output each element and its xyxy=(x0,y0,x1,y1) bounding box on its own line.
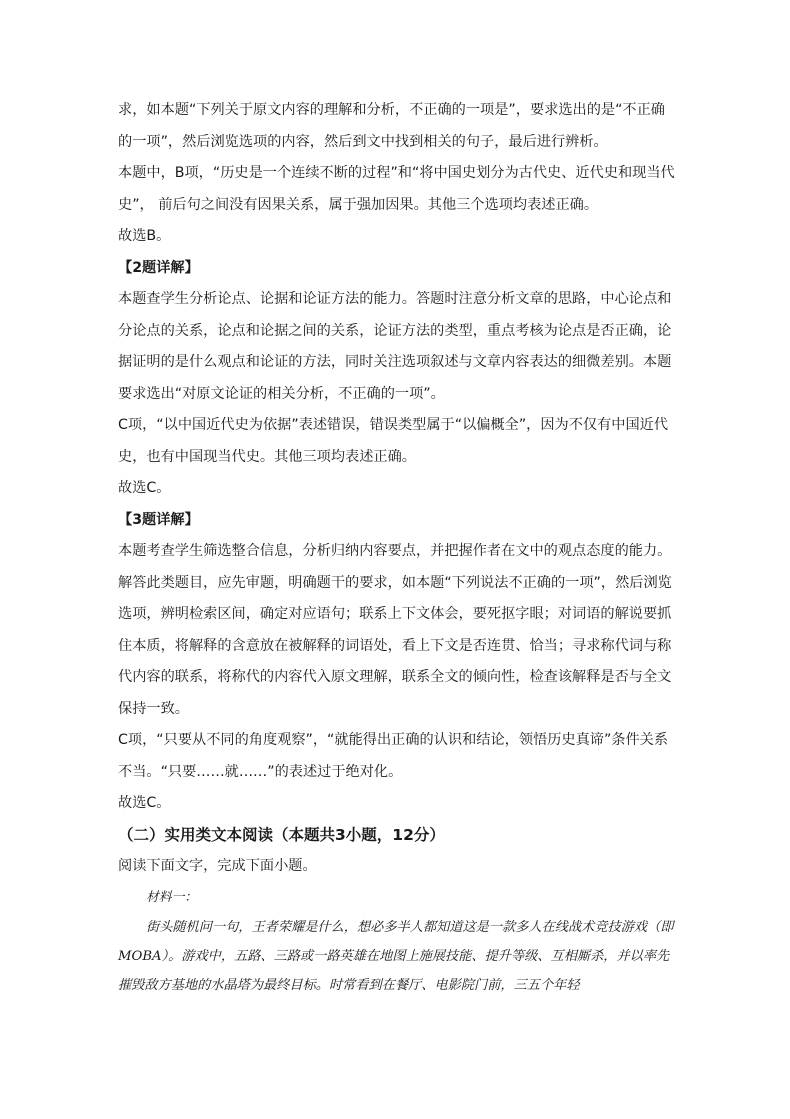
answer-3: 故选C。 xyxy=(118,795,171,811)
section-title: （二）实用类文本阅读（本题共3小题，12分） xyxy=(118,825,445,844)
paragraph-5: 本题考查学生筛选整合信息，分析归纳内容要点，并把握作者在文中的观点态度的能力。解答此类题目，应先审题，明确题干的要求，如本题“下列说法不正确的一项”，然后浏览选项，辨明检索区间，确定对应语句；联系上下文体会，要死抠字眼；对词语的解说要抓住本质，将解释的含意放在被解释的词语处，看上下文是否连贯、恰当；寻求称代词与称代内容的联系，将称代的内容代入原文理解，联系全文的倾向性，检查该解释是否与全文保持一致。 xyxy=(118,543,672,717)
paragraph-2: 本题中，B项，“历史是一个连续不断的过程”和“将中国史划分为古代史、近代史和现当代史”， 前后句之间没有因果关系，属于强加因果。其他三个选项均表述正确。 xyxy=(118,165,675,213)
paragraph-4: C项，“以中国近代史为依据”表述错误，错误类型属于“以偏概全”，因为不仅有中国近代史，也有中国现当代史。其他三项均表述正确。 xyxy=(118,417,669,465)
material-text: 街头随机问一句，王者荣耀是什么，想必多半人都知道这是一款多人在线战术竞技游戏（即MOBA）。游戏中，五路、三路或一路英雄在地图上施展技能、提升等级、互相厮杀，并以率先摧毁敌方基地的水晶塔为最终目标。时常看到在餐厅、电影院门前，三五个年轻 xyxy=(118,920,674,993)
answer-1: 故选B。 xyxy=(118,228,171,244)
answer-2: 故选C。 xyxy=(118,480,171,496)
paragraph-3: 本题查学生分析论点、论据和论证方法的能力。答题时注意分析文章的思路，中心论点和分论点的关系，论点和论据之间的关系，论证方法的类型，重点考核为论点是否正确，论据证明的是什么观点和论证的方法，同时关注选项叙述与文章内容表达的细微差别。本题要求选出“对原文论证的相关分析，不正确的一项”。 xyxy=(118,291,672,402)
material-label: 材料一： xyxy=(146,890,198,905)
document-body xyxy=(118,95,678,1000)
heading-q2: 【2题详解】 xyxy=(118,259,199,276)
heading-q3: 【3题详解】 xyxy=(118,511,199,528)
paragraph-6: C项，“只要从不同的角度观察”，“就能得出正确的认识和结论，领悟历史真谛”条件关系不当。“只要……就……”的表述过于绝对化。 xyxy=(118,732,669,780)
paragraph-1: 求，如本题“下列关于原文内容的理解和分析，不正确的一项是”，要求选出的是“不正确的一项”，然后浏览选项的内容，然后到文中找到相关的句子，最后进行辨析。 xyxy=(118,102,665,150)
instruction: 阅读下面文字，完成下面小题。 xyxy=(118,857,317,874)
